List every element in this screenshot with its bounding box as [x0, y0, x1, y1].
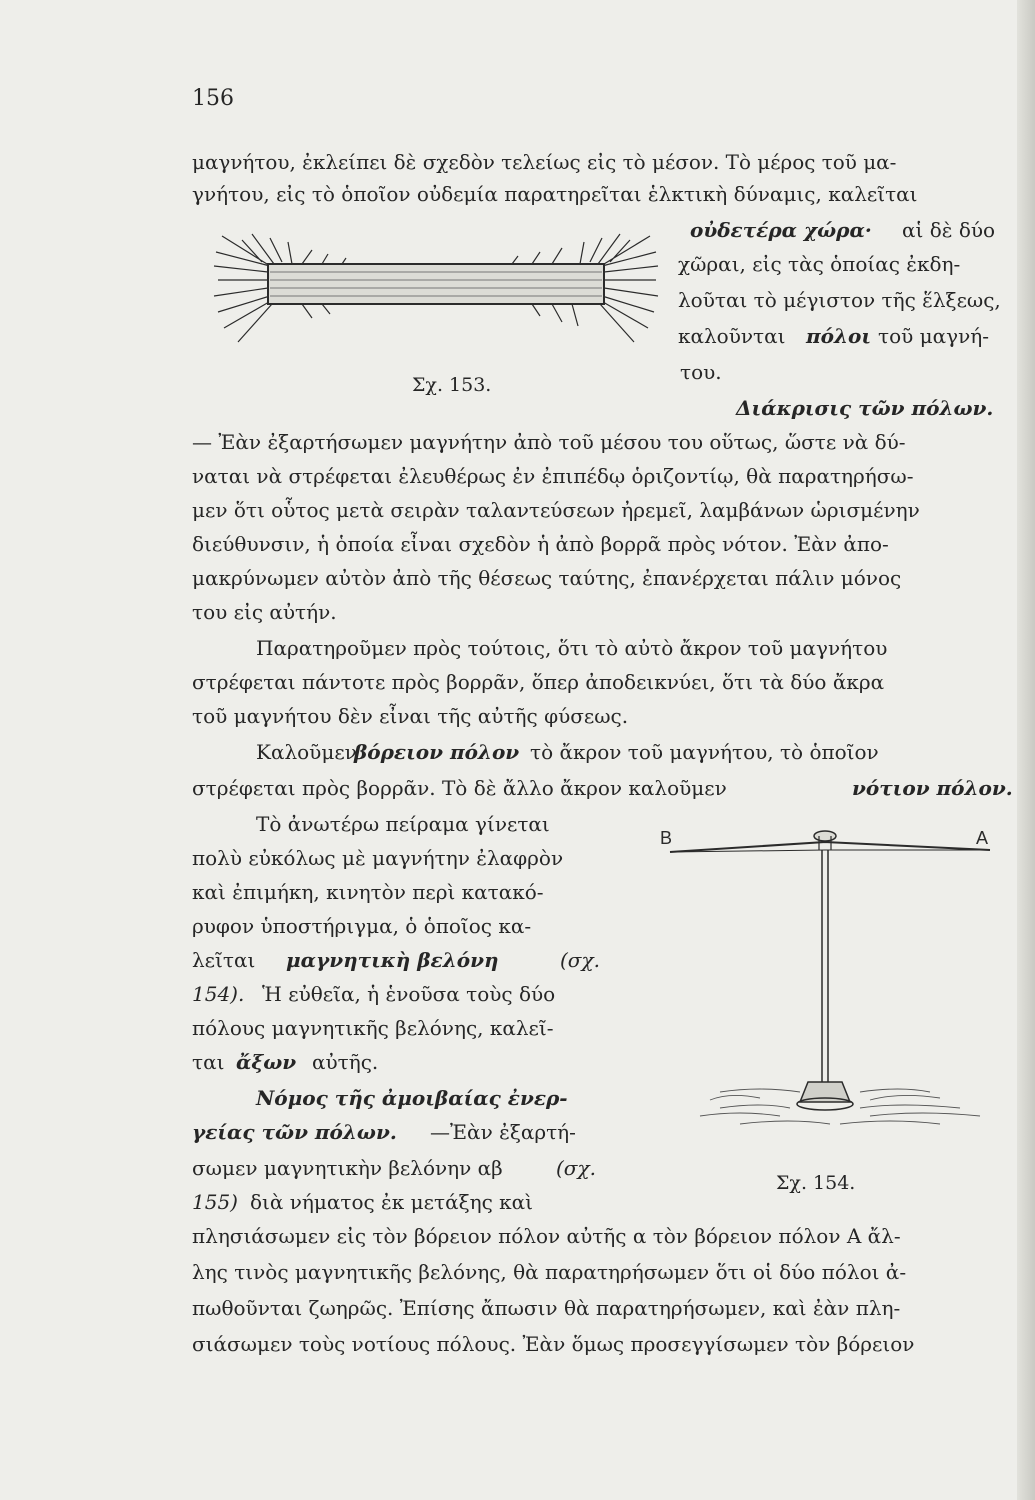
text-line: του.: [680, 360, 722, 384]
figure-ref: (σχ.: [556, 1156, 596, 1180]
bold-term: βόρειον πόλον: [354, 740, 520, 764]
text-line: στρέφεται πάντοτε πρὸς βορρᾶν, ὅπερ ἀποδεικνύει, ὅτι τὰ δύο ἄκρα: [192, 670, 885, 694]
bold-term: οὐδετέρα χώρα·: [690, 218, 872, 242]
section-heading: γείας τῶν πόλων.: [192, 1120, 397, 1144]
text-line: γνήτου, εἰς τὸ ὁποῖον οὐδεμία παρατηρεῖται ἑλκτικὴ δύναμις, καλεῖται: [192, 182, 918, 206]
text-line: —Ἐὰν ἐξαρτή-: [430, 1120, 576, 1144]
label-b: B: [660, 828, 673, 848]
text-line: διεύθυνσιν, ἡ ὁποία εἶναι σχεδὸν ἡ ἀπὸ βορρᾶ πρὸς νότον. Ἐὰν ἀπο-: [192, 532, 889, 556]
bold-term: μαγνητικὴ βελόνη: [286, 948, 499, 972]
text-line: λης τινὸς μαγνητικῆς βελόνης, θὰ παρατηρήσωμεν ὅτι οἱ δύο πόλοι ἀ-: [192, 1260, 907, 1284]
bold-term: ἄξων: [236, 1050, 297, 1074]
figure-154-caption: Σχ. 154.: [776, 1172, 856, 1194]
label-a: A: [976, 828, 989, 848]
text-line: Παρατηροῦμεν πρὸς τούτοις, ὅτι τὸ αὐτὸ ἄκρον τοῦ μαγνήτου: [256, 636, 888, 660]
text-line: ναται νὰ στρέφεται ἐλευθέρως ἐν ἐπιπέδῳ ὁριζοντίῳ, θὰ παρατηρήσω-: [192, 464, 914, 488]
text-line: τοῦ μαγνή-: [878, 324, 989, 348]
figure-153-caption: Σχ. 153.: [412, 374, 492, 396]
bold-term: νότιον πόλον.: [852, 776, 1013, 800]
section-heading: Νόμος τῆς ἀμοιβαίας ἐνερ-: [256, 1086, 568, 1110]
figure-ref: 154).: [192, 982, 245, 1006]
text-line: πλησιάσωμεν εἰς τὸν βόρειον πόλον αὐτῆς α τὸν βόρειον πόλον Α ἄλ-: [192, 1224, 901, 1248]
text-line: μεν ὅτι οὗτος μετὰ σειρὰν ταλαντεύσεων ἠρεμεῖ, λαμβάνων ὡρισμένην: [192, 498, 920, 522]
text-line: καλοῦνται: [678, 324, 786, 348]
text-line: σωμεν μαγνητικὴν βελόνην αβ: [192, 1156, 503, 1180]
text-line: σιάσωμεν τοὺς νοτίους πόλους. Ἐὰν ὅμως προσεγγίσωμεν τὸν βόρειον: [192, 1332, 915, 1356]
text-line: χῶραι, εἰς τὰς ὁποίας ἐκδη-: [678, 252, 961, 276]
figure-153-magnet-filings: [212, 232, 660, 362]
figure-ref: 155): [192, 1190, 238, 1214]
text-line: στρέφεται πρὸς βορρᾶν. Τὸ δὲ ἄλλο ἄκρον καλοῦμεν: [192, 776, 727, 800]
text-line: ται: [192, 1050, 225, 1074]
text-line: λοῦται τὸ μέγιστον τῆς ἕλξεως,: [678, 288, 1001, 312]
text-line: αἱ δὲ δύο: [902, 218, 996, 242]
text-line: διὰ νήματος ἐκ μετάξης καὶ: [250, 1190, 533, 1214]
text-line: τὸ ἄκρον τοῦ μαγνήτου, τὸ ὁποῖον: [530, 740, 879, 764]
text-line: λεῖται: [192, 948, 256, 972]
page-number: 156: [192, 86, 234, 111]
text-line: αὐτῆς.: [312, 1050, 379, 1074]
page-edge-shadow: [1017, 0, 1035, 1500]
figure-ref: (σχ.: [560, 948, 600, 972]
figure-154-magnetic-needle: [640, 820, 1018, 1140]
text-line: ρυφον ὑποστήριγμα, ὁ ὁποῖος κα-: [192, 914, 532, 938]
text-line: του εἰς αὐτήν.: [192, 600, 337, 624]
text-line: καὶ ἐπιμήκη, κινητὸν περὶ κατακό-: [192, 880, 544, 904]
text-line: μαγνήτου, ἐκλείπει δὲ σχεδὸν τελείως εἰς τὸ μέσον. Τὸ μέρος τοῦ μα-: [192, 150, 897, 174]
text-line: Τὸ ἀνωτέρω πείραμα γίνεται: [256, 812, 550, 836]
text-line: πόλους μαγνητικῆς βελόνης, καλεῖ-: [192, 1016, 554, 1040]
text-line: — Ἐὰν ἐξαρτήσωμεν μαγνήτην ἀπὸ τοῦ μέσου του οὕτως, ὥστε νὰ δύ-: [192, 430, 906, 454]
text-line: πωθοῦνται ζωηρῶς. Ἐπίσης ἄπωσιν θὰ παρατηρήσωμεν, καὶ ἐὰν πλη-: [192, 1296, 901, 1320]
text-line: Ἡ εὐθεῖα, ἡ ἑνοῦσα τοὺς δύο: [262, 982, 556, 1006]
text-line: Καλοῦμεν: [256, 740, 357, 764]
text-line: πολὺ εὐκόλως μὲ μαγνήτην ἐλαφρὸν: [192, 846, 564, 870]
section-heading: Διάκρισις τῶν πόλων.: [736, 396, 994, 420]
text-line: τοῦ μαγνήτου δὲν εἶναι τῆς αὐτῆς φύσεως.: [192, 704, 629, 728]
text-line: μακρύνωμεν αὐτὸν ἀπὸ τῆς θέσεως ταύτης, ἐπανέρχεται πάλιν μόνος: [192, 566, 902, 590]
bold-term: πόλοι: [806, 324, 872, 348]
